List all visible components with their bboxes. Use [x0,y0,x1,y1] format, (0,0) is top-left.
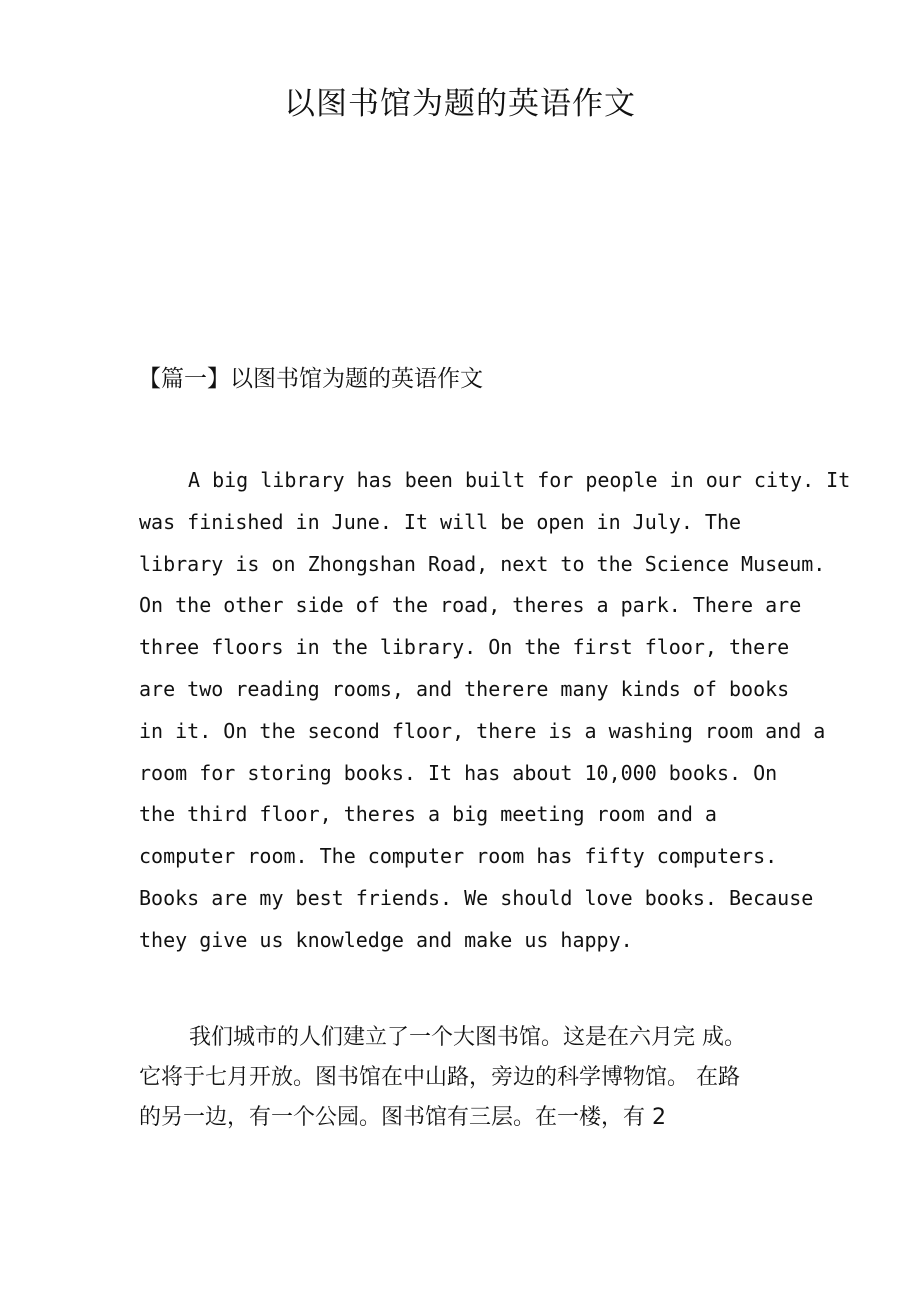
chinese-paragraph [139,1018,819,1138]
english-line: library is on Zhongshan Road, next to the Science Museum. [139,551,826,576]
english-line: they give us knowledge and make us happy. [139,927,633,952]
chinese-line: 它将于七月开放。图书馆在中山路，旁边的科学博物馆。 在路 [139,1065,740,1090]
english-line: was finished in June. It will be open in July. The [139,509,742,534]
english-line: On the other side of the road, theres a park. There are [139,593,802,618]
english-line: three floors in the library. On the first floor, there [139,635,790,660]
chinese-line: 我们城市的人们建立了一个大图书馆。这是在六月完 成。 [189,1025,746,1050]
document-title: 以图书馆为题的英语作文 [284,86,636,122]
english-line: computer room. The computer room has fifty computers. [139,844,778,869]
english-line: room for storing books. It has about 10,000 books. On [139,760,778,785]
english-line: the third floor, theres a big meeting room and a [139,802,717,827]
english-line: in it. On the second floor, there is a washing room and a [139,718,826,743]
english-line: are two reading rooms, and therere many kinds of books [139,676,790,701]
english-line: Books are my best friends. We should love books. Because [139,885,814,910]
english-line: A big library has been built for people in our city. It [188,468,851,492]
chinese-line: 的另一边，有一个公园。图书馆有三层。在一楼，有 2 [139,1105,666,1130]
english-paragraph [139,460,851,962]
section-heading: 【篇一】以图书馆为题的英语作文 [138,366,483,392]
